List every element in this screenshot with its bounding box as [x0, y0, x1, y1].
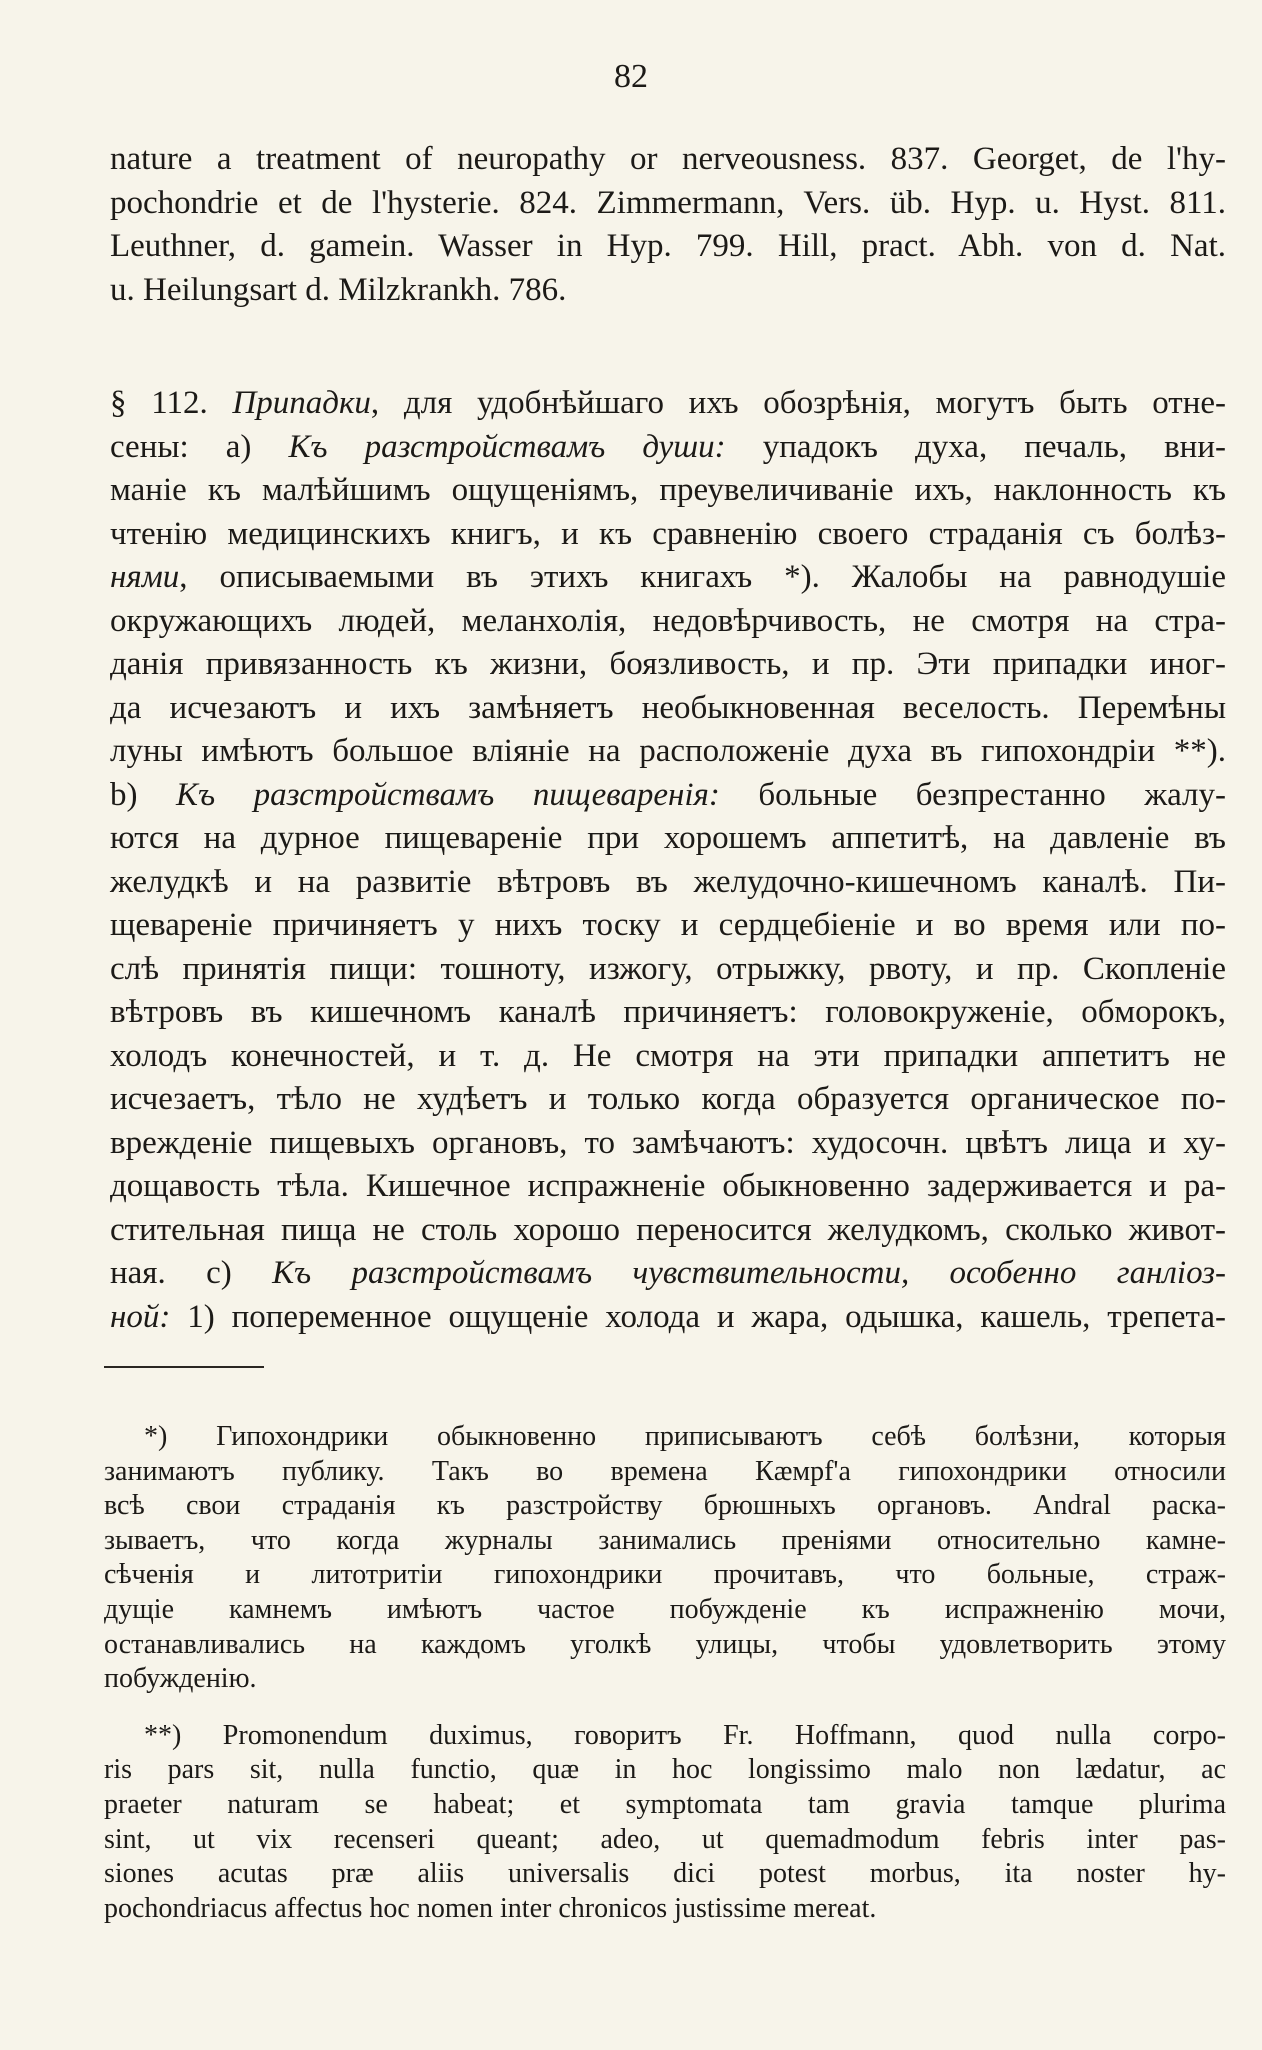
text-line: сены: а) Къ разстройствамъ души: упадокъ духа, печаль, вни-: [110, 428, 1226, 465]
text-line: данія привязанность къ жизни, боязливость, и пр. Эти припадки иног-: [110, 646, 1226, 682]
footnote-line: сѣченія и литотритіи гипохондрики прочитавъ, что больные, страж-: [104, 1559, 1226, 1591]
text-line: ются на дурное пищевареніе при хорошемъ аппетитѣ, на давленіе въ: [110, 820, 1226, 856]
text-line: b) Къ разстройствамъ пищеваренія: больные безпрестанно жалу-: [110, 776, 1227, 813]
text-line: вѣтровъ въ кишечномъ каналѣ причиняетъ: головокруженіе, обморокъ,: [110, 994, 1226, 1030]
text-line: холодъ конечностей, и т. д. Не смотря на эти припадки аппетитъ не: [110, 1037, 1226, 1074]
bibliography-line: pochondrie et de l'hysterie. 824. Zimmermann, Vers. üb. Hyp. u. Hyst. 811.: [110, 184, 1226, 221]
page-number: 82: [614, 58, 648, 95]
footnotes: [104, 1420, 1226, 1926]
text-line: маніе къ малѣйшимъ ощущеніямъ, преувеличиваніе ихъ, наклонность къ: [110, 472, 1226, 508]
bibliography-line: Leuthner, d. gamein. Wasser in Hyp. 799. Hill, pract. Abh. von d. Nat.: [110, 228, 1226, 264]
bibliography-line: u. Heilungsart d. Milzkrankh. 786.: [110, 271, 567, 308]
text-line: врежденіе пищевыхъ органовъ, то замѣчаютъ: худосочн. цвѣтъ лица и ху-: [110, 1124, 1226, 1161]
subheading-digestion: Къ разстройствамъ пищеваренія:: [176, 776, 720, 813]
text-line: окружающихъ людей, меланхолія, недовѣрчивость, не смотря на стра-: [110, 602, 1226, 639]
text-line: желудкѣ и на развитіе вѣтровъ въ желудочно-кишечномъ каналѣ. Пи-: [110, 863, 1226, 900]
footnote-line: занимаютъ публику. Такъ во времена Кæмрf'a гипохондрики относили: [104, 1455, 1226, 1487]
text-line: да исчезаютъ и ихъ замѣняетъ необыкновенная веселость. Перемѣны: [110, 689, 1226, 726]
text-line: дощавость тѣла. Кишечное испражненіе обыкновенно задерживается и ра-: [110, 1168, 1226, 1204]
text-line: исчезаетъ, тѣло не худѣетъ и только когда образуется органическое по-: [110, 1081, 1226, 1117]
footnote-line: ris pars sit, nulla functio, quæ in hoc longissimo malo non lædatur, ac: [104, 1754, 1226, 1786]
bibliography: [110, 138, 1226, 312]
footnote-line: pochondriacus affectus hoc nomen inter chronicos justissime mereat.: [104, 1892, 877, 1924]
text-line: слѣ принятія пищи: тошноту, изжогу, отрыжку, рвоту, и пр. Скопленіе: [110, 950, 1226, 987]
footnote-line: всѣ свои страданія къ разстройству брюшныхъ органовъ. Andral раска-: [104, 1490, 1226, 1522]
section-symbol: § 112.: [110, 385, 208, 421]
footnote-divider: [104, 1366, 264, 1368]
text-line: стительная пища не столь хорошо переносится желудкомъ, сколько живот-: [110, 1211, 1226, 1248]
text-line: ной: 1) попеременное ощущеніе холода и жара, одышка, кашель, трепета-: [110, 1298, 1227, 1335]
footnote-line: praeter naturam se habeat; et symptomata tam gravia tamque plurima: [104, 1788, 1226, 1820]
section-heading: Припадки: [232, 385, 371, 421]
footnote-line: *) Гипохондрики обыкновенно приписываютъ себѣ болѣзни, которыя: [144, 1421, 1226, 1452]
text-line: ная. c) Къ разстройствамъ чувствительности, особенно ганліоз-: [110, 1255, 1226, 1291]
footnote-line: останавливались на каждомъ уголкѣ улицы, чтобы удовлетворить этому: [104, 1628, 1226, 1660]
text-line: чтенію медицинскихъ книгъ, и къ сравненію своего страданія съ болѣз-: [110, 515, 1226, 552]
subheading-soul: Къ разстройствамъ души:: [288, 428, 726, 465]
footnote-line: дущіе камнемъ имѣютъ частое побужденіе къ испражненію мочи,: [104, 1593, 1226, 1625]
footnote-line: sint, ut vix recenseri queant; adeo, ut quemadmodum febris inter pas-: [104, 1823, 1226, 1855]
footnote-2: [104, 1719, 1226, 1927]
footnote-line: побужденію.: [104, 1663, 257, 1695]
footnote-line: **) Promonendum duximus, говоритъ Fr. Hoffmann, quod nulla corpo-: [144, 1719, 1226, 1751]
text-line: нями, описываемыми въ этихъ книгахъ *). Жалобы на равнодушіе: [110, 559, 1226, 595]
subheading-sensitivity: Къ разстройствамъ чувствительности, особенно ганліоз-: [272, 1255, 1226, 1291]
text-line: щевареніе причиняетъ у нихъ тоску и сердцебіеніе и во время или по-: [110, 907, 1226, 943]
footnote-1: [104, 1420, 1226, 1697]
footnote-line: siones acutas præ aliis universalis dici potest morbus, ita noster hy-: [104, 1858, 1226, 1890]
main-text: [110, 138, 1226, 1339]
text-line: луны имѣютъ большое вліяніе на расположеніе духа въ гипохондріи **).: [110, 733, 1226, 769]
footnote-line: зываетъ, что когда журналы занимались преніями относительно камне-: [104, 1524, 1226, 1556]
bibliography-line: nature a treatment of neuropathy or nerveousness. 837. Georget, de l'hy-: [110, 141, 1226, 177]
text-line: § 112. Припадки, для удобнѣйшаго ихъ обозрѣнія, могутъ быть отне-: [110, 385, 1226, 421]
section-112: [110, 382, 1226, 1339]
